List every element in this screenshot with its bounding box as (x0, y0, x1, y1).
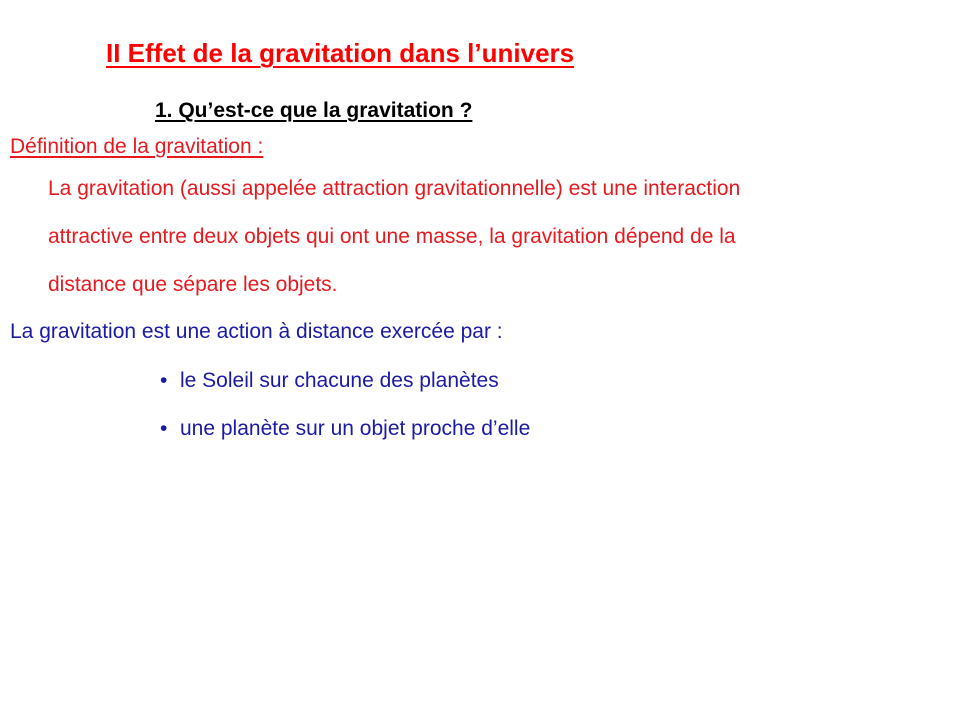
list-item (160, 414, 530, 444)
bullet-icon: • (160, 417, 168, 440)
bullet-text: une planète sur un objet proche d’elle (180, 417, 531, 440)
definition-label: Définition de la gravitation : (10, 135, 264, 158)
intro-text: La gravitation est une action à distance exercée par : (10, 320, 503, 343)
definition-line-1: La gravitation (aussi appelée attraction gravitationnelle) est une interaction (48, 177, 741, 200)
list-item (160, 366, 499, 396)
definition-line-2: attractive entre deux objets qui ont une masse, la gravitation dépend de la (48, 225, 736, 248)
bullet-icon: • (160, 369, 168, 392)
bullet-text: le Soleil sur chacune des planètes (180, 369, 499, 392)
definition-line-3: distance que sépare les objets. (48, 273, 338, 296)
section-subtitle: 1. Qu’est-ce que la gravitation ? (155, 99, 473, 122)
slide-title: II Effet de la gravitation dans l’univers (106, 38, 575, 68)
